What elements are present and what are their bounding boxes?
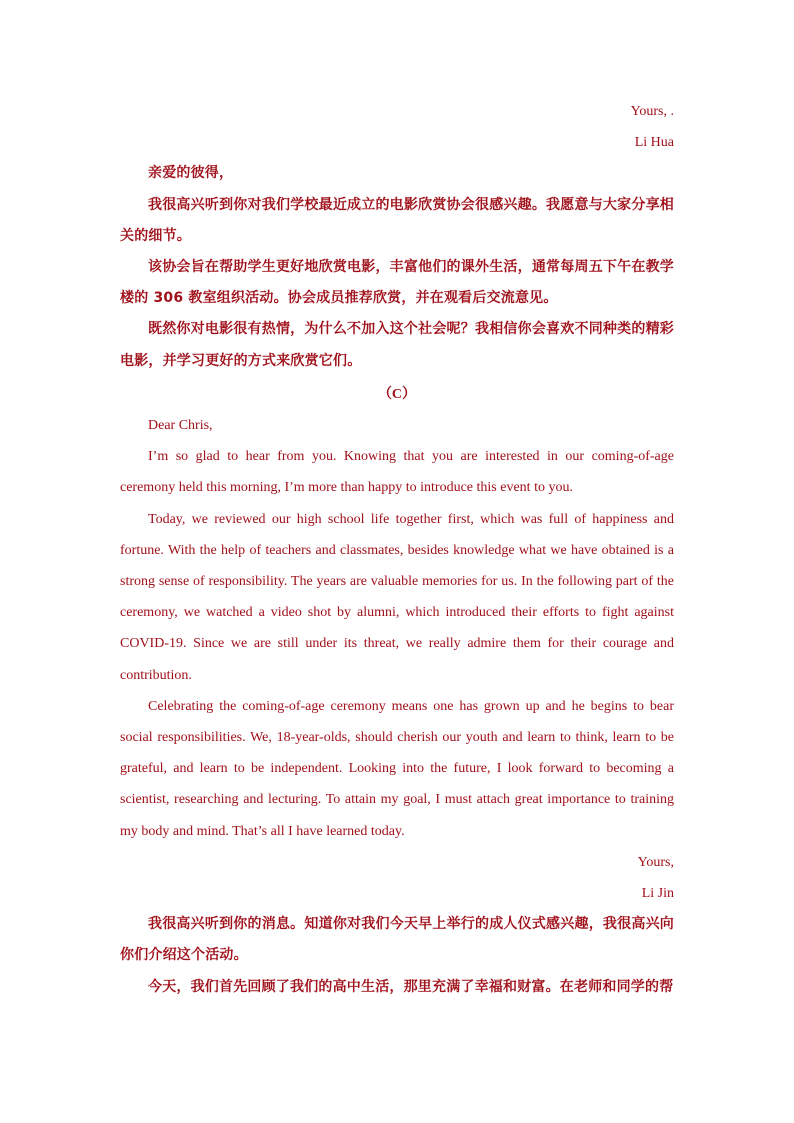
document-page: [120, 96, 674, 1003]
english-paragraph-2: Today, we reviewed our high school life together first, which was full of happiness and fortune. With the help of teachers and classmates, besides knowledge what we have obtained is a strong sense of responsibility. The years are valuable memories for us. In the following part of the ceremony, we watched a video shot by alumni, which introduced their efforts to fight against COVID-19. Since we are still under its threat, we really admire them for their courage and contribution.: [120, 511, 674, 683]
top-signature-name: Li Hua: [634, 135, 674, 151]
chinese-paragraph-1: 我很高兴听到你对我们学校最近成立的电影欣赏协会很感兴趣。我愿意与大家分享相关的细节。: [120, 196, 674, 244]
chinese-greeting: 亲爱的彼得，: [148, 165, 234, 182]
english-paragraph-3: Celebrating the coming-of-age ceremony means one has grown up and he begins to bear social responsibilities. We, 18-year-olds, should cherish our youth and learn to think, learn to be grateful, and learn to be independent. Looking into the future, I look forward to becoming a scientist, researching and lecturing. To attain my goal, I must attach great importance to training my body and mind. That’s all I have learned today.: [120, 698, 674, 839]
chinese-translation-paragraph-2: 今天，我们首先回顾了我们的高中生活，那里充满了幸福和财富。在老师和同学的帮: [148, 978, 674, 995]
section-label: （C）: [377, 386, 417, 402]
english-signature-name: Li Jin: [641, 886, 674, 902]
chinese-paragraph-3: 既然你对电影很有热情，为什么不加入这个社会呢？我相信你会喜欢不同种类的精彩电影，并学习更好的方式来欣赏它们。: [120, 321, 674, 369]
english-paragraph-1: I’m so glad to hear from you. Knowing that you are interested in our coming-of-age ceremony held this morning, I’m more than happy to introduce this event to you.: [120, 449, 674, 496]
chinese-paragraph-2: 该协会旨在帮助学生更好地欣赏电影，丰富他们的课外生活，通常每周五下午在教学楼的 306 教室组织活动。协会成员推荐欣赏，并在观看后交流意见。: [120, 259, 674, 307]
english-greeting: Dear Chris,: [148, 418, 213, 434]
top-closing: Yours, .: [630, 104, 674, 119]
chinese-translation-paragraph-1: 我很高兴听到你的消息。知道你对我们今天早上举行的成人仪式感兴趣，我很高兴向你们介绍这个活动。: [120, 916, 674, 964]
english-closing: Yours,: [637, 854, 674, 870]
